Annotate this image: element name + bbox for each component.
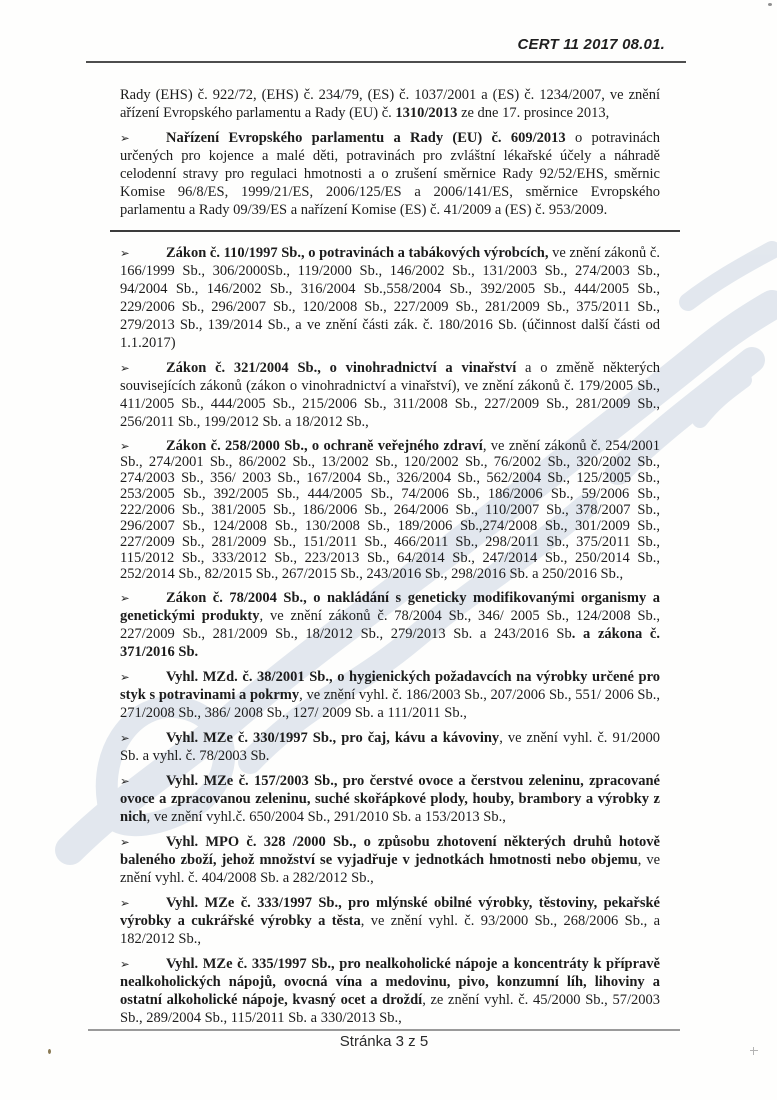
text-run: Vyhl. MZe č. 157/2003 Sb., pro čerstvé ovoce a čerstvou zeleninu, zpracované ovoce a zpracovanou zeleninu, suché skořápkové plody, houby, brambory a výrobky z nich	[120, 773, 660, 825]
footer-divider	[88, 1029, 680, 1031]
list-item	[120, 772, 660, 826]
list-item	[120, 589, 660, 661]
bullet-arrow-icon: ➢	[120, 361, 130, 375]
text-run: Vyhl. MZd. č. 38/2001 Sb., o hygienických požadavcích na výrobky určené pro styk s potravinami a pokrmy	[120, 669, 660, 703]
text-run: a o změně některých souvisejících zákonů (zákon o vinohradnictví a vinařství), ve znění zákonů č. 179/2005 Sb., 411/2005 Sb., 444/2005 Sb., 215/2006 Sb., 311/2008 Sb., 227/2009 Sb., 281/2009 Sb., 256/2011 Sb., 199/2012 Sb. a 18/2012 Sb.,	[120, 360, 661, 430]
text-run: , ve znění vyhl.č. 650/2004 Sb., 291/2010 Sb. a 153/2013 Sb.,	[146, 809, 506, 825]
text-run: o potravinách určených pro kojence a malé děti, potravinách pro zvláštní lékařské účely a náhradě celodenní stravy pro regulaci hmotnosti a o zrušení směrnice Rady 92/52/EHS, směrnic Komise 96/8/ES, 1999/21/ES, 2006/125/ES a 2006/141/ES, směrnice Evropského parlamentu a Rady 09/39/ES a nařízení Komise (ES) č. 41/2009 a (ES) č. 953/2009.	[120, 130, 660, 218]
scan-artifact-cross	[750, 1047, 758, 1055]
bullet-arrow-icon: ➢	[120, 835, 130, 849]
list-item	[120, 668, 660, 722]
text-run: , ve znění zákonů č. 254/2001 Sb., 274/2001 Sb., 86/2002 Sb., 13/2002 Sb., 120/2002 Sb., 76/2002 Sb., 320/2002 Sb., 274/2003 Sb., 356/ 2003 Sb., 167/2004 Sb., 326/2004 Sb., 562/2004 Sb., 125/2005 Sb., 253/2005 Sb., 392/2005 Sb., 444/2005 Sb., 74/2006 Sb., 186/2006 Sb., 59/2006 Sb., 222/2006 Sb., 381/2005 Sb., 186/2006 Sb., 264/2006 Sb., 110/2007 Sb., 378/2007 Sb., 296/2007 Sb., 124/2008 Sb., 130/2008 Sb., 189/2006 Sb.,274/2008 Sb., 301/2009 Sb., 227/2009 Sb., 281/2009 Sb., 151/2011 Sb., 466/2011 Sb., 298/2011 Sb., 375/2011 Sb., 115/2012 Sb., 333/2012 Sb., 223/2013 Sb., 64/2014 Sb., 247/2014 Sb., 250/2014 Sb., 252/2014 Sb., 82/2015 Sb., 267/2015 Sb., 243/2016 Sb., 298/2016 Sb. a 250/2016 Sb.,	[120, 438, 661, 582]
scan-artifact-dot	[768, 3, 772, 6]
list-item	[120, 244, 660, 352]
paragraph	[120, 86, 660, 122]
list-item	[120, 955, 660, 1027]
text-run: , ve znění zákonů č. 78/2004 Sb., 346/ 2005 Sb., 124/2008 Sb., 227/2009 Sb., 281/2009 Sb., 18/2012 Sb., 279/2013 Sb. a 243/2016 Sb	[120, 608, 661, 642]
text-run: , ze znění vyhl. č. 45/2000 Sb., 57/2003 Sb., 289/2004 Sb., 115/2011 Sb. a 330/2013 Sb.,	[120, 992, 660, 1026]
scan-artifact-dot	[48, 1049, 51, 1054]
text-run: , ve znění vyhl. č. 91/2000 Sb. a vyhl. č. 78/2003 Sb.	[120, 730, 660, 764]
document-body	[120, 86, 660, 1034]
text-run: Vyhl. MPO č. 328 /2000 Sb., o způsobu zhotovení některých druhů hotově baleného zboží, jehož množství se vyjadřuje v jednotkách hmotnosti nebo objemu	[120, 834, 660, 868]
list-item	[120, 359, 660, 431]
text-run: Rady (EHS) č. 922/72, (EHS) č. 234/79, (ES) č. 1037/2001 a (ES) č. 1234/2007, ve znění ařízení Evropského parlamentu a Rady (EU) č.	[120, 87, 660, 121]
text-run: Vyhl. MZe č. 335/1997 Sb., pro nealkoholické nápoje a koncentráty k přípravě nealkoholických nápojů, ovocná vína a medovinu, pivo, konzumní líh, lihoviny a ostatní alkoholické nápoje, kvasný ocet a droždí	[120, 956, 660, 1008]
bullet-arrow-icon: ➢	[120, 439, 130, 453]
bullet-arrow-icon: ➢	[120, 131, 130, 145]
bullet-arrow-icon: ➢	[120, 957, 130, 971]
section-divider	[110, 230, 680, 232]
bullet-arrow-icon: ➢	[120, 670, 130, 684]
bullet-arrow-icon: ➢	[120, 246, 130, 260]
text-run: Zákon č. 258/2000 Sb., o ochraně veřejného zdraví	[166, 438, 483, 454]
text-run: , ve znění vyhl. č. 186/2003 Sb., 207/2006 Sb., 551/ 2006 Sb., 271/2008 Sb., 386/ 2008 Sb., 127/ 2009 Sb. a 111/2011 Sb.,	[120, 687, 660, 721]
list-item	[120, 833, 660, 887]
text-run: , ve znění vyhl. č. 93/2000 Sb., 268/2006 Sb., a 182/2012 Sb.,	[120, 913, 660, 947]
watermark-stroke	[700, 380, 744, 420]
list-item	[120, 438, 660, 582]
text-run: Vyhl. MZe č. 330/1997 Sb., pro čaj, kávu a kávoviny	[166, 730, 500, 746]
text-run: Zákon č. 321/2004 Sb., o vinohradnictví a vinařství	[166, 360, 517, 376]
text-run: Zákon č. 110/1997 Sb., o potravinách a tabákových výrobcích,	[166, 245, 549, 261]
bullet-arrow-icon: ➢	[120, 731, 130, 745]
header-divider	[86, 61, 686, 63]
list-item	[120, 729, 660, 765]
text-run: ve znění zákonů č. 166/1999 Sb., 306/2000Sb., 119/2000 Sb., 146/2002 Sb., 131/2003 Sb., 274/2003 Sb., 94/2004 Sb., 146/2002 Sb., 316/2004 Sb.,558/2004 Sb., 392/2005 Sb., 444/2005 Sb., 229/2006 Sb., 296/2007 Sb., 120/2008 Sb., 227/2009 Sb., 281/2009 Sb., 375/2011 Sb., 279/2013 Sb., 139/2014 Sb., a ve znění části zák. č. 180/2016 Sb. (účinnost další části od 1.1.2017)	[120, 245, 660, 351]
bullet-arrow-icon: ➢	[120, 896, 130, 910]
bullet-arrow-icon: ➢	[120, 591, 130, 605]
text-run: , ve znění vyhl. č. 404/2008 Sb. a 282/2012 Sb.,	[120, 852, 661, 886]
watermark-stroke	[688, 250, 772, 302]
bullet-arrow-icon: ➢	[120, 774, 130, 788]
text-run: Zákon č. 78/2004 Sb., o nakládání s geneticky modifikovanými organismy a genetickými produkty	[120, 590, 660, 624]
page-header-code: CERT 11 2017 08.01.	[517, 36, 665, 53]
text-run: Nařízení Evropského parlamentu a Rady (EU) č. 609/2013	[166, 130, 566, 146]
text-run: ze dne 17. prosince 2013,	[457, 105, 610, 121]
page-number: Stránka 3 z 5	[339, 1033, 429, 1050]
list-item	[120, 129, 660, 219]
text-run: Vyhl. MZe č. 333/1997 Sb., pro mlýnské obilné výrobky, těstoviny, pekařské výrobky a cukrářské výrobky a těsta	[120, 895, 660, 929]
list-item	[120, 894, 660, 948]
text-run: 1310/2013	[395, 105, 458, 121]
text-run: . a zákona č. 371/2016 Sb.	[120, 626, 660, 660]
